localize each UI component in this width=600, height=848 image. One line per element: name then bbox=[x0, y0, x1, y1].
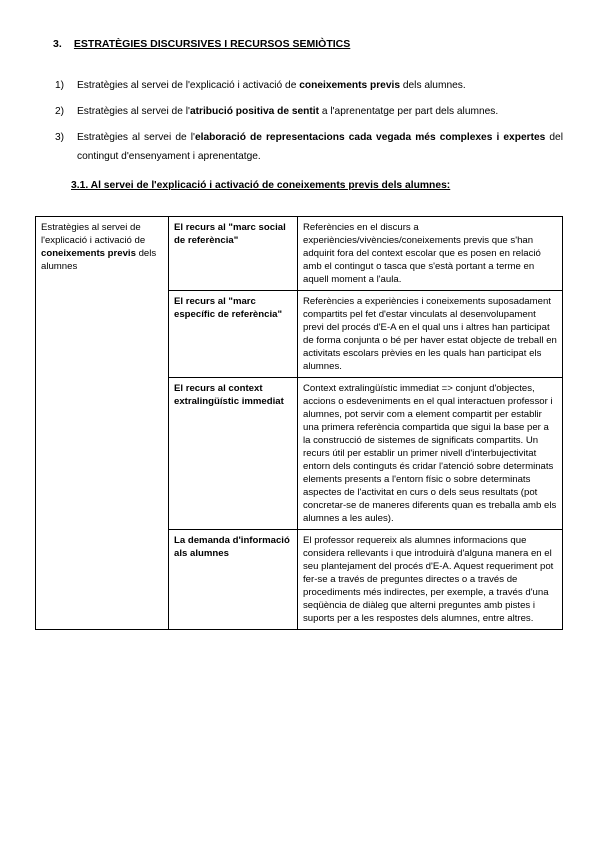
description-cell: El professor requereix als alumnes informacions que considera rellevants i que introduirà d'alguna manera en el seu plantejament del procés d'E-A. Aquest requeriment pot fer-se a través de preguntes directes o a través de procediments més indirectes, per exemple, a través d'una seqüència de diàleg que alterni preguntes amb pistes i suports per a les respostes dels alumnes, entre altres. bbox=[298, 530, 563, 630]
resource-cell: El recurs al "marc social de referència" bbox=[169, 217, 298, 291]
list-item-text-post: del contingut d'ensenyament i aprenentatge. bbox=[77, 132, 563, 162]
category-text-pre: Estratègies al servei de l'explicació i activació de bbox=[41, 222, 146, 246]
resource-cell: El recurs al "marc específic de referència" bbox=[169, 291, 298, 378]
list-item-text bbox=[77, 128, 563, 166]
resource-cell: El recurs al context extralingüístic immediat bbox=[169, 378, 298, 530]
list-item-text-post: dels alumnes. bbox=[400, 80, 466, 91]
list-item bbox=[55, 76, 563, 95]
subsection-heading: 3.1. Al servei de l'explicació i activació de coneixements previs dels alumnes: bbox=[71, 180, 451, 191]
list-item bbox=[55, 128, 563, 166]
category-text-bold: coneixements previs bbox=[41, 248, 136, 259]
list-item-text-bold: coneixements previs bbox=[299, 80, 401, 91]
description-cell: Referències a experiències i coneixements suposadament compartits pel fet d'estar vinculats al desenvolupament previ del procés d'E-A en el qual uns i altres han participat de forma conjunta o bé per haver estat objecte de treball en activitats escolars prèvies en les quals han participat els alumnes. bbox=[298, 291, 563, 378]
table-row bbox=[36, 217, 563, 291]
list-item-text-pre: Estratègies al servei de l'explicació i activació de bbox=[77, 80, 300, 91]
category-cell bbox=[36, 217, 169, 630]
list-item-text bbox=[77, 102, 563, 121]
description-cell: Referències en el discurs a experiències/vivències/coneixements previs que s'han adquirit fora del context escolar que es posen en relació amb el contingut o tasca que s'està portant a terme en aquell moment a l'aula. bbox=[298, 217, 563, 291]
list-item-text-pre: Estratègies al servei de l' bbox=[77, 106, 190, 117]
list-item-text-post: a l'aprenentatge per part dels alumnes. bbox=[319, 106, 499, 117]
list-item-number: 3) bbox=[55, 132, 65, 143]
strategies-table bbox=[35, 216, 563, 630]
section-heading bbox=[53, 38, 350, 50]
list-item-text-bold: atribució positiva de sentit bbox=[189, 106, 320, 117]
description-cell: Context extralingüístic immediat => conjunt d'objectes, accions o esdeveniments en el qual interactuen professor i alumnes, pot servir com a element compartit per establir una primera referència compartida que sigui la base per a la construcció de sistemes de significats compartits. Un recurs útil per establir un primer nivell d'interbujectivitat entorn dels continguts és cridar l'atenció sobre determinats elements presents a l'entorn físic o sobre determinats aspectes de l'activitat en curs o dels seus resultats (pot concretar-se de maneres diferents quan es treballa amb els alumnes a les aules). bbox=[298, 378, 563, 530]
section-number: 3. bbox=[53, 38, 62, 50]
list-item-number: 1) bbox=[55, 80, 65, 91]
list-item bbox=[55, 102, 563, 121]
list-item-number: 2) bbox=[55, 106, 65, 117]
list-item-text bbox=[77, 76, 563, 95]
resource-cell: La demanda d'informació als alumnes bbox=[169, 530, 298, 630]
list-item-text-pre: Estratègies al servei de l' bbox=[77, 132, 195, 143]
strategy-list bbox=[55, 76, 563, 173]
list-item-text-bold: elaboració de representacions cada vegada més complexes i expertes bbox=[194, 132, 546, 143]
section-title: ESTRATÈGIES DISCURSIVES I RECURSOS SEMIÒTICS bbox=[73, 38, 351, 50]
category-text-post: dels alumnes bbox=[41, 248, 157, 272]
